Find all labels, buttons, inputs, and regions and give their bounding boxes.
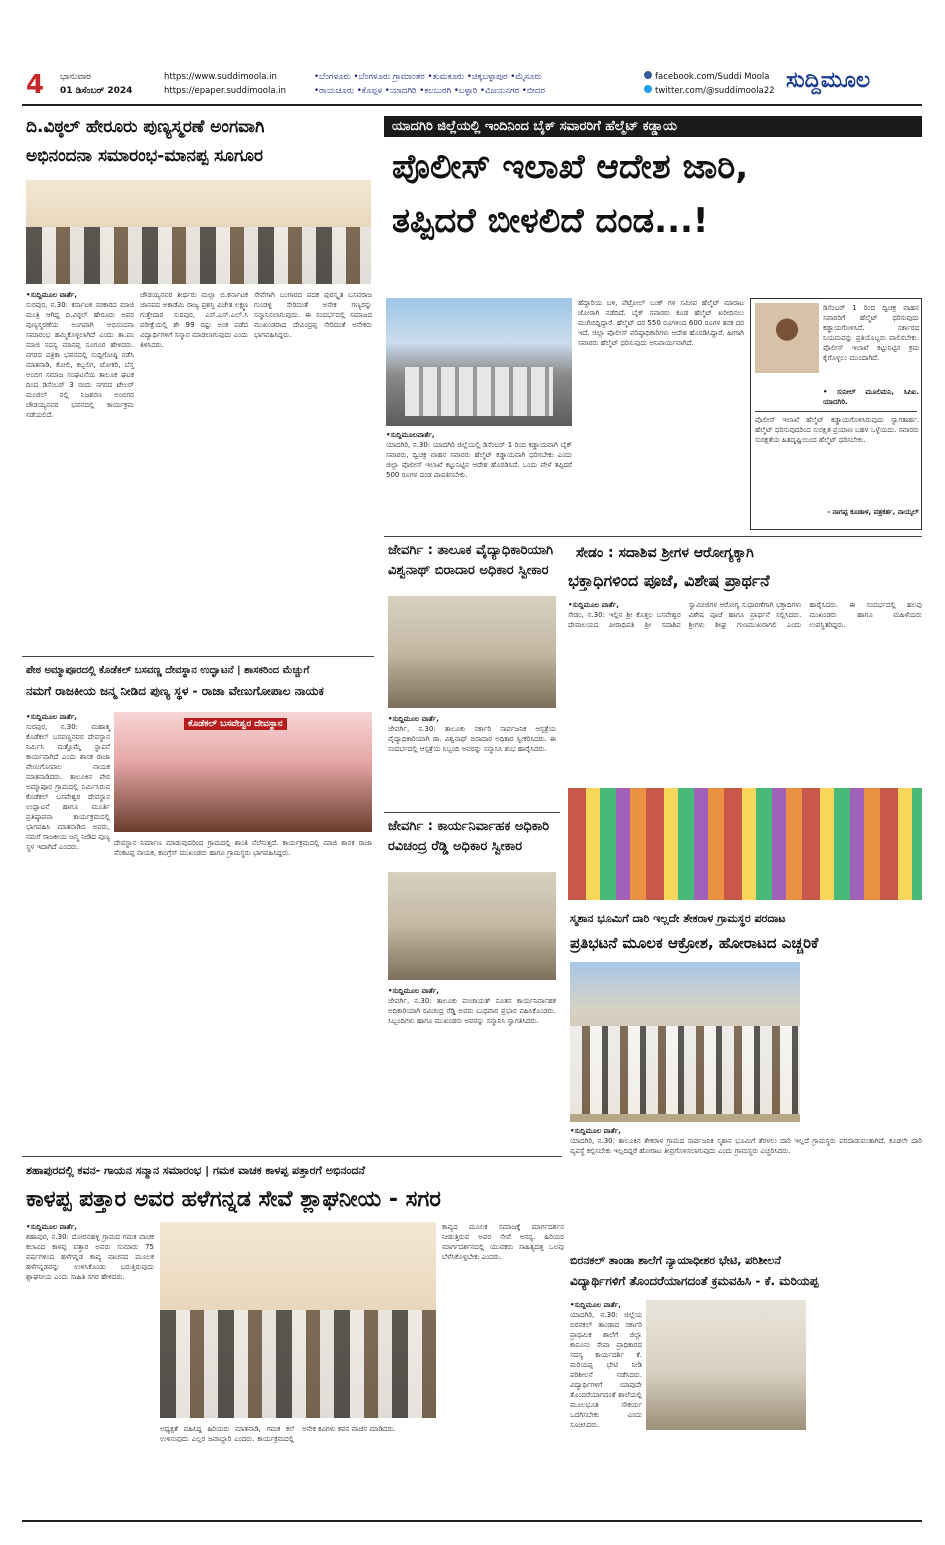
- helmet-byline: •ಸುದ್ದಿಮೂಲವಾರ್ತೆ,: [386, 431, 435, 439]
- cities-row-2: •ರಾಯಚೂರು •ಕೊಪ್ಪಳ •ಯಾದಗಿರಿ •ಕಲಬುರಗಿ •ಬಳ್ಳಾರಿ •ವಿಜಯನಗರ •ಬೀದರ: [314, 86, 545, 96]
- facebook-icon: [644, 71, 652, 79]
- epaper-link[interactable]: https://epaper.suddimoola.in: [164, 86, 287, 96]
- vaidya-column: [388, 714, 556, 804]
- helmet-kicker: ಯಾದಗಿರಿ ಜಿಲ್ಲೆಯಲ್ಲಿ ಇಂದಿನಿಂದ ಬೈಕ್ ಸವಾರರಿಗೆ ಹೆಲ್ಮೆಟ್ ಕಡ್ಡಾಯ: [384, 116, 922, 137]
- basavanna-body-3: ದೇವಸ್ಥಾನ ನಿರ್ಮಾಣ ಮಾಡುವುದರಿಂದ ಗ್ರಾಮದಲ್ಲಿ ಶಾಂತಿ ನೆಲೆಸುತ್ತದೆ. ಕಾರ್ಯಕ್ರಮದಲ್ಲಿ ಮಾಜಿ ಶಾಸಕ ರಾಜಾ ವೆಂಕಟಪ್ಪ ನಾಯಕ, ಕಾಂಗ್ರೆಸ್ ಮುಖಂಡರು ಹಾಗೂ ಗ್ರಾಮಸ್ಥರು ಭಾಗವಹಿಸಿದ್ದರು.: [114, 839, 372, 857]
- kalappa-kicker: ಶಹಾಪುರದಲ್ಲಿ ಕವನ- ಗಾಯನ ಸನ್ಮಾನ ಸಮಾರಂಭ | ಗಮಕ ವಾಚಕ ಕಾಳಪ್ಪ ಪತ್ತಾರಗೆ ಅಭಿನಂದನೆ: [26, 1164, 365, 1177]
- birankal-column-1: [570, 1300, 642, 1512]
- vittal-body-1: ಸುರಪುರ, ನ.30: ಕರ್ನಾಟಕ ಸರಕಾರದ ಮಾಜಿ ಮಂತ್ರಿ ಆಗಿದ್ದ ದಿ.ವಿಠ್ಠಲ್ ಹೇರೂರು ಅವರ ಪುಣ್ಯಸ್ಮರಣೆಯ ಅಂಗವಾಗಿ ಅಭಿನಂದನಾ ಸಮಾರಂಭ ಹಮ್ಮಿಕೊಳ್ಳಲಾಗಿದೆ ಎಂದು ತಾ.ಪಂ ಮಾಜಿ ಸದಸ್ಯ ಮಾನಪ್ಪ ಸೂಗೂರ ಹೇಳಿದರು. ನಗರದ ಪತ್ರಿಕಾ ಭವನದಲ್ಲಿ ಸುದ್ದಿಗೋಷ್ಠಿ ನಡೆಸಿ ಮಾತನಾಡಿ, ಕೋಲಿ, ಕಬ್ಬಲಿಗ, ಟೋಕರಿ, ಬೆಸ್ತ ಅಂಬಿಗ ಸಮಾಜ ಸಂಘಟನೆಯ ತಾಲೂಕ ಘಟಕ ದಿಂದ ಡಿಸೆಂಬರ್ 3 ರಂದು ನಗರದ ಟೇಲರ್ ಮಂಜಿಲ್ ನಲ್ಲಿ ನಿಜಶರಣ ಅಂಬಿಗರ ಚೌಡಯ್ಯನವರ ಭವನದಲ್ಲಿ ಕಾರ್ಯಕ್ರಮ ನಡೆಯಲಿದೆ.: [26, 301, 134, 419]
- vittal-column-1: [26, 290, 134, 650]
- kalappa-column-3: [442, 1222, 564, 1512]
- kalappa-photo: [160, 1222, 436, 1418]
- helmet-body-1: ಯಾದಗಿರಿ, ನ.30: ಯಾದಗಿರಿ ಜಿಲ್ಲೆಯಲ್ಲಿ ಡಿಸೆಂಬರ್ 1 ರಿಂದ ಕಡ್ಡಾಯವಾಗಿ ಬೈಕ್ ಸವಾರರು, ದ್ವಿಚಕ್ರ ವಾಹನ ಸವಾರರು ಹೆಲ್ಮೆಟ್ ಕಡ್ಡಾಯವಾಗಿ ಧರಿಸಬೇಕು ಎಂದು ಜಿಲ್ಲಾ ಪೊಲೀಸ್ ಇಲಾಖೆ ಕಟ್ಟುನಿಟ್ಟಿನ ಆದೇಶ ಹೊರಡಿಸಿದೆ. ಒಂದು ವೇಳೆ ತಪ್ಪಿದರೆ 500 ರೂಗಳ ದಂಡ ಪಾವತಿಸಬೇಕು.: [386, 441, 572, 479]
- sp-portrait: [755, 303, 819, 373]
- karyanirvahaka-body: ಜೇವರ್ಗಿ, ನ.30: ತಾಲೂಕು ಪಂಚಾಯತ್ ನೂತನ ಕಾರ್ಯನಿರ್ವಾಹಕ ಅಧಿಕಾರಿಯಾಗಿ ರವಿಚಂದ್ರ ರೆಡ್ಡಿ ಅವರು ಬುಧವಾರ ಪ್ರಭಾರ ವಹಿಸಿಕೊಂಡರು. ಸಿಬ್ಬಂದಿಗಳು ಹಾಗೂ ಮುಖಂಡರು ಅವರನ್ನು ಸನ್ಮಾನಿಸಿ ಸ್ವಾಗತಿಸಿದರು.: [388, 997, 556, 1025]
- birankal-headline-2: ವಿದ್ಯಾರ್ಥಿಗಳಿಗೆ ತೊಂದರೆಯಾಗದಂತೆ ಕ್ರಮವಹಿಸಿ - ಕೆ. ಮರಿಯಪ್ಪ: [570, 1274, 819, 1288]
- sadashiva-headline-1: ಸೇಡಂ : ಸದಾಶಿವ ಶ್ರೀಗಳ ಆರೋಗ್ಯಕ್ಕಾಗಿ: [568, 542, 922, 564]
- vittal-body-3: ಸೇವೆಗಾಗಿ ಬಂಗಾರದ ಪದಕ ಪುರಸ್ಕೃತ ಬಸವರಾಜ ಗುಂಡಳ್ಳಿ ಸೇರಿದಂತೆ ಅನೇಕ ಗಣ್ಯರನ್ನು ಸನ್ಮಾನಿಸಲಾಗುವುದು. ಈ ಸಂದರ್ಭದಲ್ಲಿ ಸಮಾಜದ ಮುಖಂಡರಾದ ದೇವಿಂದ್ರಪ್ಪ ಸೇರಿದಂತೆ ಅನೇಕರು ಭಾಗವಹಿಸಿದ್ದರು.: [254, 291, 372, 339]
- vittal-headline-2: ಅಭಿನಂದನಾ ಸಮಾರಂಭ-ಮಾನಪ್ಪ ಸೂಗೂರ: [26, 146, 264, 166]
- col-divider: [384, 812, 560, 813]
- kalappa-byline: •ಸುದ್ದಿಮೂಲ ವಾರ್ತೆ,: [26, 1223, 77, 1231]
- helmet-column-1: [386, 430, 572, 530]
- cities-row-1: •ಬೆಂಗಳೂರು •ಬೆಂಗಳೂರು ಗ್ರಾಮಾಂತರ •ತುಮಕೂರು •ಚಿಕ್ಕಬಳ್ಳಾಪುರ •ಮೈಸೂರು: [314, 72, 542, 82]
- basavanna-photo: [114, 712, 372, 832]
- quote-2-author: - ನಾಗಪ್ಪ ಕೂಡಾಳ, ಪತ್ರಕರ್ತ, ನಾಯ್ಕಲ್: [827, 508, 919, 516]
- basavanna-photo-banner: ಕೊಡೆಕಲ್ ಬಸವೇಶ್ವರ ದೇವಸ್ಥಾನ: [184, 718, 287, 730]
- row-divider-1: [384, 536, 922, 537]
- sadashiva-headline-2: ಭಕ್ತಾಧಿಗಳಿಂದ ಪೂಜೆ, ವಿಶೇಷ ಪ್ರಾರ್ಥನೆ: [568, 571, 770, 590]
- birankal-column-2: [812, 1300, 922, 1512]
- day-label: ಭಾನುವಾರ: [60, 72, 91, 82]
- basavanna-column-2: [114, 838, 372, 1150]
- urls: [164, 70, 286, 98]
- vittal-headline-1: ದಿ.ವಿಠ್ಠಲ್ ಹೇರೂರು ಪುಣ್ಯಸ್ಮರಣೆ ಅಂಗವಾಗಿ: [26, 117, 265, 137]
- brand-logo: ಸುದ್ದಿಮೂಲ: [786, 68, 871, 93]
- basavanna-body-1: ಸುರಪುರ, ನ.30: ಮಹಾತ್ಮ ಕೊಡೆಕಲ್ ಬಸವಣ್ಣನವರ ದೇವಸ್ಥಾನ ನಿರ್ಮಿಸಿ ಮತ್ತೊಮ್ಮೆ ಸ್ಥಾಪನೆ ಕಾರ್ಯವಾಗಿದೆ ಎಂದು ಶಾಸಕ ರಾಜಾ ವೇಣುಗೋಪಾಲ ನಾಯಕ ಮಾತನಾಡಿದರು.: [26, 723, 110, 781]
- basavanna-column-1: [26, 712, 110, 1152]
- page-number: 4: [26, 70, 45, 100]
- birankal-photo: [646, 1300, 806, 1430]
- basavanna-body-2: ತಾಲೂಕಿನ ಪೇಠ ಅಮ್ಮಾಪೂರ ಗ್ರಾಮದಲ್ಲಿ ನಿರ್ಮಿಸಿರುವ ಕೊಡೆಕಲ್ ಬಸವೇಶ್ವರ ದೇವಸ್ಥಾನ ಉದ್ಘಾಟನೆ ಹಾಗೂ ಮೂರ್ತಿ ಪ್ರತಿಷ್ಠಾಪನಾ ಕಾರ್ಯಕ್ರಮದಲ್ಲಿ ಭಾಗವಹಿಸಿ ಮಾತನಾಡಿದ ಅವರು, ನಮಗೆ ರಾಜಕೀಯ ಜನ್ಮ ನೀಡಿದ ಪುಣ್ಯ ಸ್ಥಳ ಇದಾಗಿದೆ ಎಂದರು.: [26, 773, 110, 851]
- sadashiva-photo: [568, 788, 922, 900]
- smashana-column: [570, 1126, 922, 1155]
- vaidya-byline: •ಸುದ್ದಿಮೂಲ ವಾರ್ತೆ,: [388, 715, 439, 723]
- website-link[interactable]: https://www.suddimoola.in: [164, 72, 277, 82]
- vittal-body-2: ಚೌಡಯ್ಯನವರ ತೀರ್ಥರು ಮಲ್ಲಾ ಬಿ.ಕರ್ನಾಟಕ ಜಾನಪದ ಅಕಾಡೆಮಿ ರಾಜ್ಯ ಪ್ರಶಸ್ತಿ ವಿಜೇತ ಲಕ್ಷ್ಮಣ ಗುತ್ತೇದಾರ ಸುರಪುರ, ಎಸ್.ಎಸ್.ಎಲ್.ಸಿ ಪರೀಕ್ಷೆಯಲ್ಲಿ ಶೇ 99 ರಷ್ಟು ಅಂಕ ಪಡೆದ ವಿದ್ಯಾರ್ಥಿಗಳಿಗೆ ಸನ್ಮಾನ ಮಾಡಲಾಗುವುದು ಎಂದು ತಿಳಿಸಿದರು.: [140, 291, 248, 349]
- basavanna-byline: •ಸುದ್ದಿಮೂಲ ವಾರ್ತೆ,: [26, 713, 77, 721]
- date-label: 01 ಡಿಸೆಂಬರ್ 2024: [60, 86, 133, 96]
- karyanirvahaka-headline-1: ಜೇವರ್ಗಿ : ಕಾರ್ಯನಿರ್ವಾಹಕ ಅಧಿಕಾರಿ: [388, 819, 550, 834]
- vaidya-headline-1: ಜೇವರ್ಗಿ : ತಾಲೂಕ ವೈದ್ಯಾಧಿಕಾರಿಯಾಗಿ: [388, 543, 554, 558]
- smashana-kicker: ಸ್ಮಶಾನ ಭೂಮಿಗೆ ದಾರಿ ಇಲ್ಲದೇ ತೇಕರಾಳ ಗ್ರಾಮಸ್ಥರ ಪರದಾಟ: [570, 912, 786, 925]
- basavanna-kicker: ಪೇಠ ಅಮ್ಮಾಪೂರದಲ್ಲಿ ಕೊಡೆಕಲ್ ಬಸವಣ್ಣ ದೇವಸ್ಥಾನ ಉದ್ಘಾಟನೆ | ಶಾಸಕರಿಂದ ಮೆಚ್ಚುಗೆ: [26, 665, 310, 676]
- helmet-column-2: [578, 298, 744, 530]
- kalappa-headline: ಕಾಳಪ್ಪ ಪತ್ತಾರ ಅವರ ಹಳೆಗನ್ನಡ ಸೇವೆ ಶ್ಲಾಘನೀಯ - ಸಗರ: [26, 1187, 441, 1212]
- masthead: [22, 68, 922, 102]
- vittal-byline: •ಸುದ್ದಿಮೂಲ ವಾರ್ತೆ,: [26, 291, 77, 299]
- basavanna-headline: ನಮಗೆ ರಾಜಕೀಯ ಜನ್ಮ ನೀಡಿದ ಪುಣ್ಯ ಸ್ಥಳ - ರಾಜಾ ವೇಣುಗೋಪಾಲ ನಾಯಕ: [26, 684, 324, 698]
- vittal-column-3: [254, 290, 372, 650]
- sadashiva-column: [568, 600, 922, 780]
- page-date: [60, 70, 132, 98]
- twitter-icon: [644, 85, 652, 93]
- birankal-byline: •ಸುದ್ದಿಮೂಲ ವಾರ್ತೆ,: [570, 1301, 621, 1309]
- karyanirvahaka-photo: [388, 872, 556, 980]
- birankal-headline-1: ಬಿರನಕಲ್ ತಾಂಡಾ ಶಾಲೆಗೆ ನ್ಯಾಯಾಧೀಶರ ಭೇಟಿ, ಪರಿಶೀಲನೆ: [570, 1254, 781, 1267]
- row-divider-3: [22, 1156, 562, 1157]
- helmet-quotes: [750, 298, 922, 530]
- smashana-photo: [570, 962, 800, 1122]
- vaidya-photo: [388, 596, 556, 708]
- header-divider: [22, 104, 922, 106]
- quote-2-text: ಪೊಲೀಸ್ ಇಲಾಖೆ ಹೆಲ್ಮೆಟ್ ಕಡ್ಡಾಯಗೊಳಿಸಿರುವುದು ಸ್ವಾಗತಾರ್ಹ. ಹೆಲ್ಮೆಟ್ ಧರಿಸುವುದರಿಂದ ಸುರಕ್ಷಿತ ಪ್ರಯಾಣ ಬಹಳ ಒಳ್ಳೆಯದು. ಸವಾರರು ಸುರಕ್ಷತೆಯ ಹಿತದೃಷ್ಟಿಯಿಂದ ಹೆಲ್ಮೆಟ್ ಧರಿಸಬೇಕು.: [755, 416, 919, 444]
- city-list: [314, 70, 545, 98]
- sadashiva-byline: •ಸುದ್ದಿಮೂಲ ವಾರ್ತೆ,: [568, 601, 619, 609]
- vaidya-body: ಜೇವರ್ಗಿ, ನ.30: ತಾಲೂಕು ಸರ್ಕಾರಿ ಸಾರ್ವಜನಿಕ ಆಸ್ಪತ್ರೆಯ ವೈದ್ಯಾಧಿಕಾರಿಯಾಗಿ ಡಾ. ವಿಶ್ವನಾಥ್ ಬಿರಾದಾರ ಅಧಿಕಾರ ಸ್ವೀಕರಿಸಿದರು. ಈ ಸಂದರ್ಭದಲ್ಲಿ ಆಸ್ಪತ್ರೆಯ ಸಿಬ್ಬಂದಿ ಅವರನ್ನು ಸನ್ಮಾನಿಸಿ ಶುಭ ಹಾರೈಸಿದರು.: [388, 725, 556, 753]
- kalappa-body-2: ಕಾವ್ಯದ ಮೂಲಕ ಸಮಾಜಕ್ಕೆ ಮಾರ್ಗದರ್ಶನ ನೀಡುತ್ತಿರುವ ಅವರ ಸೇವೆ ಅನನ್ಯ. ಹಿರಿಯರ ಮಾರ್ಗದರ್ಶನದಲ್ಲಿ ಯುವಕರು ಸಾಹಿತ್ಯದತ್ತ ಒಲವು ಬೆಳೆಸಿಕೊಳ್ಳಬೇಕು ಎಂದರು.: [442, 1223, 564, 1261]
- quote-1-author: • ಸುನೀಲ್ ಮೂಲಿಮನಿ, ಸಿಪಿಐ. ಯಾದಗಿರಿ.: [823, 388, 919, 406]
- kalappa-column-1: [26, 1222, 154, 1512]
- vittal-photo: [26, 180, 371, 284]
- quote-divider: [755, 411, 917, 412]
- smashana-byline: •ಸುದ್ದಿಮೂಲ ವಾರ್ತೆ,: [570, 1127, 621, 1135]
- helmet-body-2: ಹೆದ್ದಾರಿಯ ಬಳಿ, ಪೆಟ್ರೋಲ್ ಬಂಕ್ ಗಳ ಸಮೀಪ ಹೆಲ್ಮೆಟ್ ಮಾರಾಟ ಜೋರಾಗಿ ನಡೆದಿದೆ. ಬೈಕ್ ಸವಾರರು ಕೂಡ ಹೆಲ್ಮೆಟ್ ಖರೀದಿಸಲು ಮುಗಿಬಿದ್ದಿದ್ದಾರೆ. ಹೆಲ್ಮೆಟ್ ದರ 550 ರೂಗಳಿಂದ 600 ರೂಗಳ ತನಕ ದರ ಇದೆ. ಜಿಲ್ಲಾ ಪೊಲೀಸ್ ವರಿಷ್ಠಾಧಿಕಾರಿಗಳು ಆದೇಶ ಹೊರಡಿಸಿದ್ದಾರೆ. ಹೀಗಾಗಿ ಸವಾರರು ಹೆಲ್ಮೆಟ್ ಧರಿಸುವುದು ಅನಿವಾರ್ಯವಾಗಿದೆ.: [578, 299, 744, 347]
- vittal-column-2: [140, 290, 248, 650]
- footer-divider: [22, 1520, 922, 1522]
- kalappa-column-2: [160, 1424, 436, 1512]
- sadashiva-body: ಸೇಡಂ, ನ.30: ಇಲ್ಲಿನ ಶ್ರೀ ಕೊತ್ತಲ ಬಸವೇಶ್ವರ ದೇವಾಲಯದ ಪೀಠಾಧಿಪತಿ ಶ್ರೀ ಸದಾಶಿವ ಸ್ವಾಮೀಜಿಗಳ ಆರೋಗ್ಯ ಸುಧಾರಣೆಗಾಗಿ ಭಕ್ತಾದಿಗಳು ವಿಶೇಷ ಪೂಜೆ ಹಾಗೂ ಪ್ರಾರ್ಥನೆ ಸಲ್ಲಿಸಿದರು. ಶ್ರೀಗಳು ಶೀಘ್ರ ಗುಣಮುಖರಾಗಲಿ ಎಂದು ಹಾರೈಸಿದರು. ಈ ಸಂದರ್ಭದಲ್ಲಿ ಹಲವು ಮುಖಂಡರು ಹಾಗೂ ಮಹಿಳೆಯರು ಉಪಸ್ಥಿತರಿದ್ದರು.: [568, 601, 922, 629]
- smashana-headline: ಪ್ರತಿಭಟನೆ ಮೂಲಕ ಆಕ್ರೋಶ, ಹೋರಾಟದ ಎಚ್ಚರಿಕೆ: [570, 934, 819, 952]
- smashana-column-2: [806, 962, 922, 1148]
- quote-1-text: ಡಿಸೆಂಬರ್ 1 ರಿಂದ ದ್ವಿಚಕ್ರ ವಾಹನ ಸವಾರರಿಗೆ ಹೆಲ್ಮೆಟ್ ಧರಿಸುವುದು ಕಡ್ಡಾಯಗೊಳಿಸಿದೆ. ಸರ್ಕಾರದ ನಿಯಮವನ್ನು ಪ್ರತಿಯೊಬ್ಬರು ಪಾಲಿಸಬೇಕು. ಪೊಲೀಸ್ ಇಲಾಖೆ ಕಟ್ಟುನಿಟ್ಟಿನ ಕ್ರಮ ಕೈಗೊಳ್ಳಲು ಮುಂದಾಗಿದೆ.: [823, 304, 919, 362]
- kalappa-body-3: ಅಧ್ಯಕ್ಷತೆ ವಹಿಸಿದ್ದ ಹಿರಿಯರು ಮಾತನಾಡಿ, ಗಮಕ ಕಲೆ ಉಳಿಸುವುದು ಎಲ್ಲರ ಜವಾಬ್ದಾರಿ ಎಂದರು. ಕಾರ್ಯಕ್ರಮದಲ್ಲಿ ಅನೇಕ ಕವಿಗಳು ಕವನ ವಾಚನ ಮಾಡಿದರು.: [160, 1425, 396, 1443]
- kalappa-body-1: ಶಹಾಪುರ, ನ.30: ದೋರನಹಳ್ಳಿ ಗ್ರಾಮದ ಗಮಕ ವಾಚಕ ಕಲಾವಿದ ಕಾಳಪ್ಪ ಪತ್ತಾರ ಅವರು ಸುಮಾರು 75 ವರ್ಷಗಳಿಂದ ಹಳೆಗನ್ನಡ ಕಾವ್ಯ ವಾಚನದ ಮೂಲಕ ಹಳೆಗನ್ನಡವನ್ನು ಉಳಿಸಿಕೊಂಡು ಬರುತ್ತಿರುವುದು ಶ್ಲಾಘನೀಯ ಎಂದು ಸಾಹಿತಿ ಸಗರ ಹೇಳಿದರು.: [26, 1233, 154, 1281]
- helmet-headline-2: ತಪ್ಪಿದರೆ ಬೀಳಲಿದೆ ದಂಡ...!: [392, 201, 709, 241]
- social-links: [644, 70, 775, 98]
- helmet-headline-1: ಪೊಲೀಸ್ ಇಲಾಖೆ ಆದೇಶ ಜಾರಿ,: [392, 147, 749, 187]
- karyanirvahaka-headline-2: ರವಿಚಂದ್ರ ರೆಡ್ಡಿ ಅಧಿಕಾರ ಸ್ವೀಕಾರ: [388, 839, 523, 854]
- karyanirvahaka-column: [388, 986, 556, 1150]
- twitter-link[interactable]: twitter.com/@suddimoola22: [655, 86, 775, 96]
- birankal-body: ಯಾದಗಿರಿ, ನ.30: ಜಿಲ್ಲೆಯ ಬಿರನಕಲ್ ತಾಂಡಾದ ಸರ್ಕಾರಿ ಪ್ರಾಥಮಿಕ ಶಾಲೆಗೆ ಜಿಲ್ಲಾ ಕಾನೂನು ಸೇವಾ ಪ್ರಾಧಿಕಾರದ ಸದಸ್ಯ ಕಾರ್ಯದರ್ಶಿ ಕೆ. ಮರಿಯಪ್ಪ ಭೇಟಿ ನೀಡಿ ಪರಿಶೀಲನೆ ನಡೆಸಿದರು. ವಿದ್ಯಾರ್ಥಿಗಳಿಗೆ ಯಾವುದೇ ತೊಂದರೆಯಾಗದಂತೆ ಶಾಲೆಯಲ್ಲಿ ಮೂಲಭೂತ ಸೌಕರ್ಯ ಒದಗಿಸಬೇಕು ಎಂದು ಸೂಚಿಸಿದರು.: [570, 1311, 642, 1429]
- karyanirvahaka-byline: •ಸುದ್ದಿಮೂಲ ವಾರ್ತೆ,: [388, 987, 439, 995]
- vaidya-headline-2: ವಿಶ್ವನಾಥ್ ಬಿರಾದಾರ ಅಧಿಕಾರ ಸ್ವೀಕಾರ: [388, 563, 549, 578]
- facebook-link[interactable]: facebook.com/Suddi Moola: [655, 72, 770, 82]
- helmet-photo: [386, 298, 572, 426]
- smashana-body: ಯಾದಗಿರಿ, ನ.30: ತಾಲೂಕಿನ ತೇಕರಾಳ ಗ್ರಾಮದ ಸಾರ್ವಜನಿಕ ಸ್ಮಶಾನ ಭೂಮಿಗೆ ತೆರಳಲು ದಾರಿ ಇಲ್ಲದೆ ಗ್ರಾಮಸ್ಥರು ಪರದಾಡುವಂತಾಗಿದೆ. ಕೂಡಲೇ ದಾರಿ ವ್ಯವಸ್ಥೆ ಕಲ್ಪಿಸಬೇಕು ಇಲ್ಲದಿದ್ದರೆ ಹೋರಾಟ ತೀವ್ರಗೊಳಿಸಲಾಗುವುದು ಎಂದು ಗ್ರಾಮಸ್ಥರು ಎಚ್ಚರಿಸಿದರು.: [570, 1137, 922, 1155]
- row-divider-2: [22, 656, 374, 657]
